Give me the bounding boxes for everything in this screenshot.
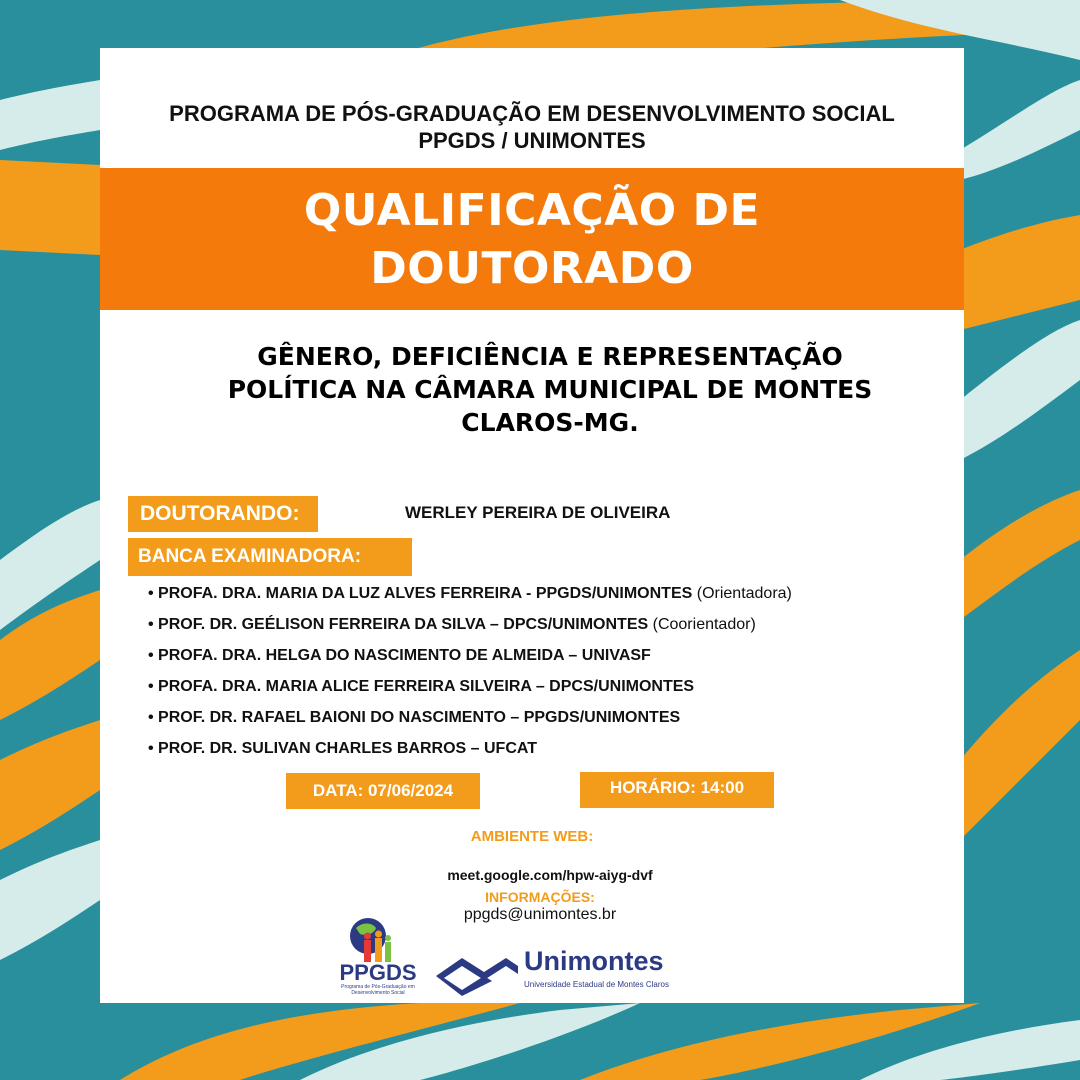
doutorando-label: DOUTORANDO: bbox=[128, 496, 318, 532]
list-item bbox=[148, 582, 792, 613]
info-label: INFORMAÇÕES: bbox=[485, 889, 595, 905]
thesis-title-line2: POLÍTICA NA CÂMARA MUNICIPAL DE MONTES bbox=[227, 375, 873, 404]
ppgds-logo-subtitle-line2: Desenvolvimento Social bbox=[351, 990, 405, 996]
thesis-title-line1: GÊNERO, DEFICIÊNCIA E REPRESENTAÇÃO bbox=[257, 342, 843, 371]
meeting-link[interactable]: meet.google.com/hpw-aiyg-dvf bbox=[447, 867, 653, 883]
unimontes-logo-text: Unimontes bbox=[524, 946, 664, 976]
ppgds-logo-subtitle-line1: Programa de Pós-Graduação em bbox=[341, 984, 415, 990]
unimontes-logo-subtitle: Universidade Estadual de Montes Claros bbox=[524, 980, 669, 989]
program-name: PROGRAMA DE PÓS-GRADUAÇÃO EM DESENVOLVIMENTO SOCIAL bbox=[169, 101, 895, 126]
ppgds-logo-text: PPGDS bbox=[339, 960, 417, 985]
banca-list bbox=[148, 582, 792, 768]
member-name: • PROFA. DRA. HELGA DO NASCIMENTO DE ALMEIDA – UNIVASF bbox=[148, 647, 651, 664]
ppgds-figures-icon bbox=[328, 914, 428, 964]
list-item bbox=[148, 737, 792, 768]
list-item bbox=[148, 613, 792, 644]
unimontes-logo bbox=[432, 946, 672, 996]
ppgds-logo-subtitle bbox=[328, 984, 428, 996]
member-name: • PROF. DR. SULIVAN CHARLES BARROS – UFCAT bbox=[148, 740, 538, 757]
date-badge: DATA: 07/06/2024 bbox=[286, 773, 480, 809]
contact-email[interactable]: ppgds@unimontes.br bbox=[463, 906, 617, 923]
ppgds-logo bbox=[328, 914, 428, 1000]
event-title-line1: QUALIFICAÇÃO DE bbox=[303, 185, 761, 236]
banca-label: BANCA EXAMINADORA: bbox=[128, 538, 412, 576]
thesis-title bbox=[190, 340, 910, 439]
member-name: • PROFA. DRA. MARIA DA LUZ ALVES FERREIRA - PPGDS/UNIMONTES bbox=[148, 585, 693, 602]
member-role: (Coorientador) bbox=[652, 616, 756, 633]
member-role: (Orientadora) bbox=[696, 585, 792, 602]
poster-card bbox=[100, 48, 964, 1003]
list-item bbox=[148, 706, 792, 737]
member-name: • PROF. DR. GEÉLISON FERREIRA DA SILVA – DPCS/UNIMONTES bbox=[148, 616, 649, 633]
list-item bbox=[148, 644, 792, 675]
thesis-title-line3: CLAROS-MG. bbox=[461, 408, 639, 437]
list-item bbox=[148, 675, 792, 706]
member-name: • PROF. DR. RAFAEL BAIONI DO NASCIMENTO – PPGDS/UNIMONTES bbox=[148, 709, 681, 726]
program-acronym: PPGDS / UNIMONTES bbox=[418, 128, 646, 153]
event-title-line2: DOUTORADO bbox=[370, 243, 694, 294]
doutorando-name: WERLEY PEREIRA DE OLIVEIRA bbox=[405, 503, 671, 522]
program-header bbox=[100, 100, 964, 154]
time-badge: HORÁRIO: 14:00 bbox=[580, 772, 774, 808]
unimontes-emblem-icon bbox=[432, 946, 520, 996]
event-title bbox=[100, 182, 964, 298]
member-name: • PROFA. DRA. MARIA ALICE FERREIRA SILVEIRA – DPCS/UNIMONTES bbox=[148, 678, 695, 695]
web-environment-label: AMBIENTE WEB: bbox=[470, 828, 594, 845]
event-banner bbox=[100, 168, 964, 310]
